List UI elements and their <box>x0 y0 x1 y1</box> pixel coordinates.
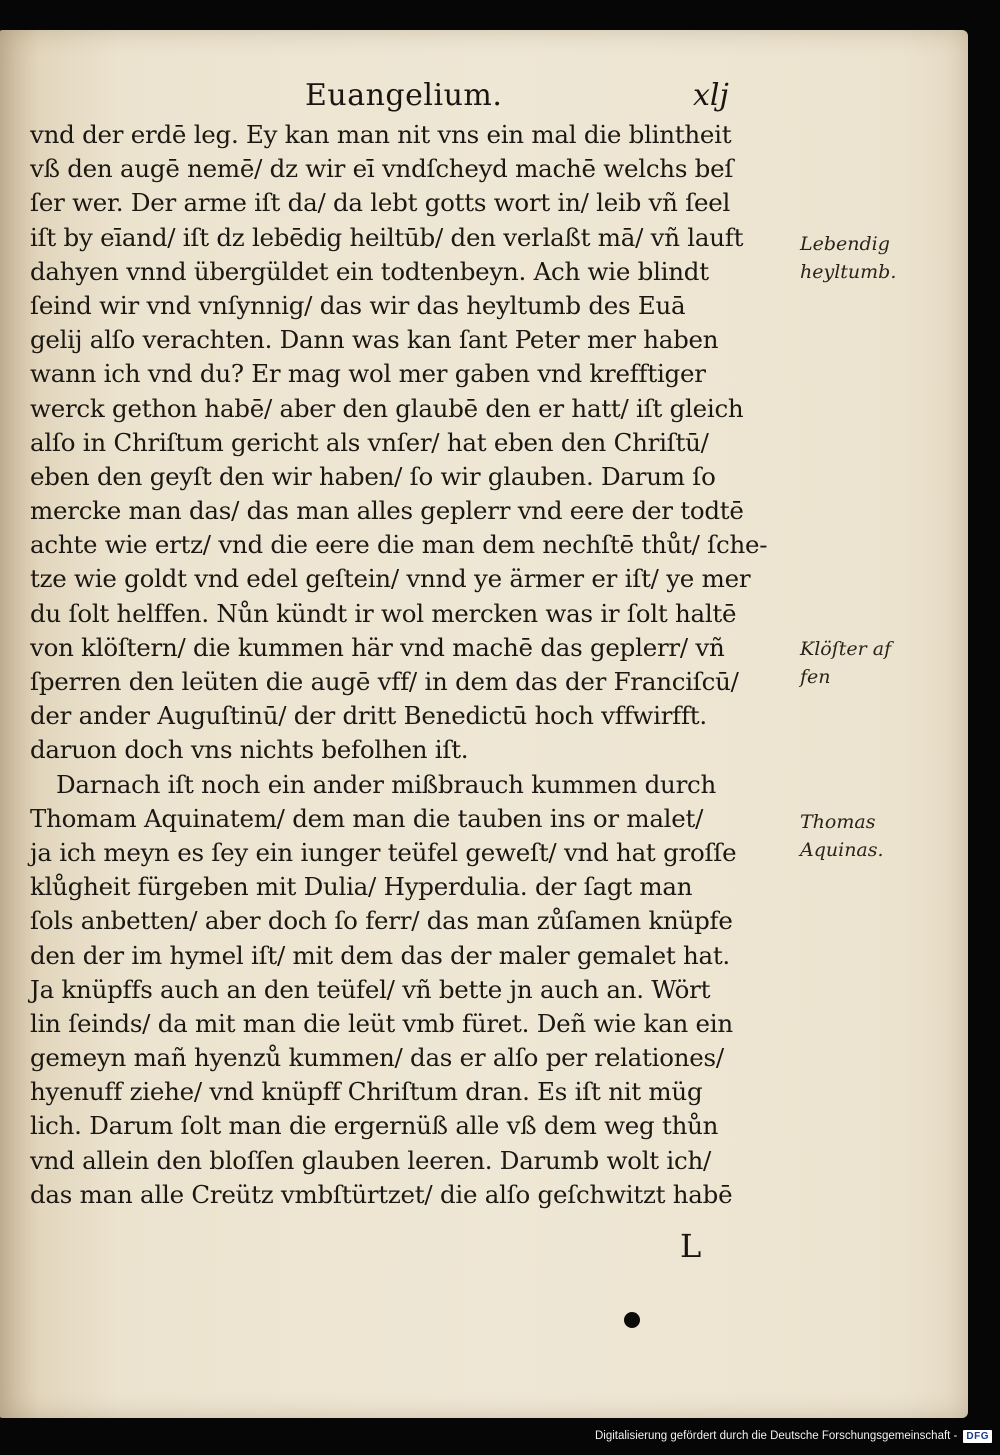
text-line: von klöſtern/ die kummen här vnd machē das geplerr/ vñ <box>30 632 725 662</box>
text-line: ja ich meyn es ſey ein iunger teüfel geweſt/ vnd hat groſſe <box>30 837 737 867</box>
text-line: das man alle Creütz vmbſtürtzet/ die alſo geſchwitzt habē <box>30 1179 733 1209</box>
text-line: ſer wer. Der arme iſt da/ da lebt gotts wort in/ leib vñ ſeel <box>30 188 731 218</box>
text-line: den der im hymel iſt/ mit dem das der maler gemalet hat. <box>30 940 730 970</box>
folio-number: xlj <box>693 78 729 113</box>
text-line: vnd der erdē leg. Ey kan man nit vns ein mal die blintheit <box>30 120 732 149</box>
digitization-credit <box>595 1425 992 1447</box>
text-line: gemeyn mañ hyenzů kummen/ das er alſo per relationes/ <box>30 1043 724 1073</box>
text-line: vnd allein den bloſſen glauben leeren. Darumb wolt ich/ <box>30 1145 712 1175</box>
text-line: werck gethon habē/ aber den glaubē den er hatt/ iſt gleich <box>30 393 744 423</box>
text-line: lich. Darum ſolt man die ergernüß alle vß dem weg thůn <box>30 1111 719 1141</box>
text-line: Ja knüpffs auch an den teüfel/ vñ bette jn auch an. Wört <box>30 974 711 1004</box>
text-line: du ſolt helffen. Nůn kündt ir wol mercken was ir ſolt haltē <box>30 598 737 628</box>
margin-note-line: Klöſter af <box>800 638 892 660</box>
margin-note-line: fen <box>800 666 831 688</box>
text-line: iſt by eīand/ iſt dz lebēdig heiltūb/ den verlaßt mā/ vñ lauft <box>30 222 744 252</box>
text-line: ſeind wir vnd vnſynnig/ das wir das heyltumb des Euā <box>30 290 686 320</box>
text-line: klůgheit fürgeben mit Dulia/ Hyperdulia. der ſagt man <box>30 872 693 902</box>
text-line: vß den augē nemē/ dz wir eī vndſcheyd machē welchs beſ <box>30 154 734 184</box>
margin-note-kloester <box>800 635 960 691</box>
main-text-block <box>30 118 800 1212</box>
text-line: achte wie ertz/ vnd die eere die man dem nechſtē thůt/ ſche- <box>30 530 768 560</box>
text-line: lin ſeinds/ da mit man die leüt vmb füret. Deñ wie kan ein <box>30 1008 733 1038</box>
text-line: wann ich vnd du? Er mag wol mer gaben vnd krefftiger <box>30 359 706 389</box>
text-line: Darnach iſt noch ein ander mißbrauch kummen durch <box>56 769 717 799</box>
text-line: mercke man das/ das man alles geplerr vnd eere der todtē <box>30 496 744 526</box>
text-line: gelij alſo verachten. Dann was kan ſant Peter mer haben <box>30 325 719 355</box>
margin-note-line: Thomas <box>800 811 876 833</box>
printer-dot-mark <box>624 1312 640 1328</box>
margin-note-line: Aquinas. <box>800 839 884 861</box>
text-line: Thomam Aquinatem/ dem man die tauben ins or malet/ <box>30 803 704 833</box>
text-line: tze wie goldt vnd edel geſtein/ vnnd ye ärmer er iſt/ ye mer <box>30 564 751 594</box>
text-line: eben den geyſt den wir haben/ ſo wir glauben. Darum ſo <box>30 461 716 491</box>
text-line: der ander Auguſtinū/ der dritt Benedictū hoch vffwirfft. <box>30 701 707 731</box>
text-line: hyenuff ziehe/ vnd knüpff Chriſtum dran. Es iſt nit müg <box>30 1077 703 1107</box>
margin-note-line: Lebendig <box>800 233 890 255</box>
margin-note-lebendig <box>800 230 960 286</box>
margin-note-line: heyltumb. <box>800 261 897 283</box>
dfg-logo: DFG <box>963 1430 992 1443</box>
text-line: ſperren den leüten die augē vff/ in dem das der Franciſcū/ <box>30 667 739 696</box>
page-header <box>0 78 968 118</box>
text-line: ſols anbetten/ aber doch ſo ferr/ das man zůſamen knüpfe <box>30 906 733 936</box>
book-page <box>0 30 968 1418</box>
running-title: Euangelium. <box>305 78 503 113</box>
credit-text: Digitalisierung gefördert durch die Deutsche Forschungsgemeinschaft - <box>594 1430 958 1442</box>
text-line: dahyen vnnd übergüldet ein todtenbeyn. Ach wie blindt <box>30 256 709 286</box>
text-line: daruon doch vns nichts befolhen iſt. <box>30 735 469 765</box>
text-line: alſo in Chriſtum gericht als vnſer/ hat eben den Chriſtū/ <box>30 427 709 457</box>
catchword: L <box>680 1227 702 1265</box>
margin-note-thomas <box>800 808 960 864</box>
